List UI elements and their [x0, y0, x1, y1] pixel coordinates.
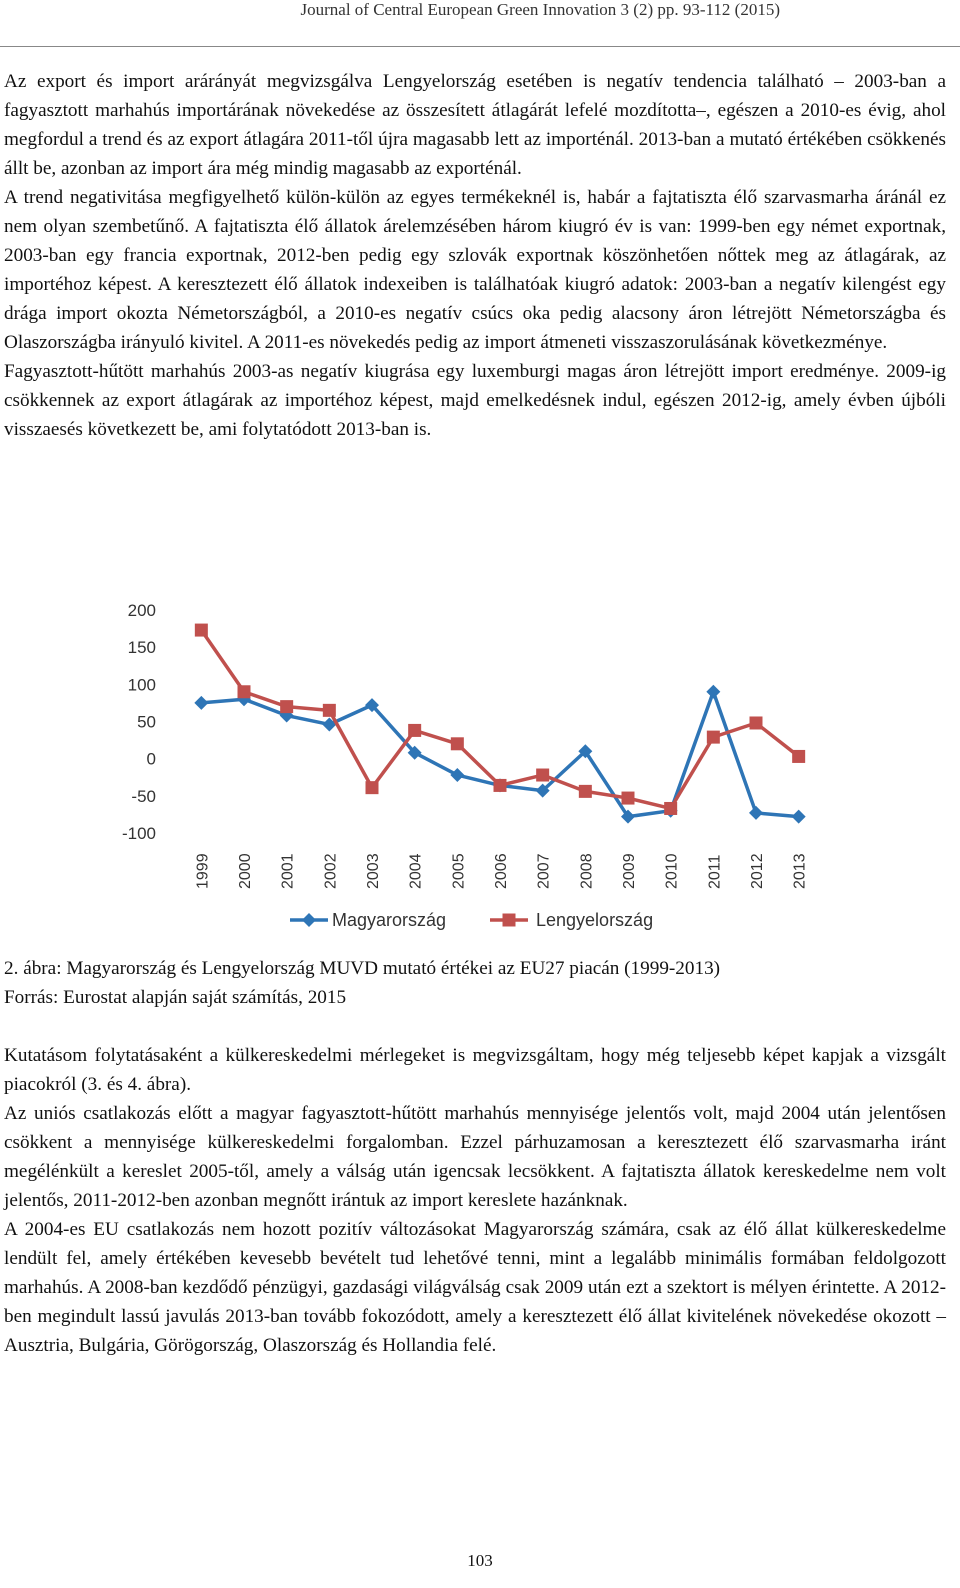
x-tick-label: 2009 — [621, 853, 638, 889]
x-tick-label: 2001 — [279, 853, 297, 889]
line-chart — [100, 590, 860, 950]
data-point-square — [280, 700, 293, 713]
x-tick-label: 2007 — [535, 853, 553, 889]
x-tick-label: 2010 — [663, 853, 681, 889]
x-tick-label: 2013 — [791, 853, 809, 889]
data-point-square — [195, 624, 208, 637]
y-tick-label: 50 — [137, 712, 156, 732]
data-point-diamond — [706, 685, 720, 699]
running-header — [0, 0, 960, 24]
y-tick-label: 0 — [146, 749, 156, 769]
data-point-square — [451, 737, 464, 750]
x-tick-label: 2000 — [237, 853, 254, 889]
data-point-square — [750, 716, 763, 729]
y-tick-label: 100 — [127, 675, 156, 695]
paragraph: A 2004-es EU csatlakozás nem hozott pozitív változásokat Magyarország számára, csak az élő állat külkereskedelme lendült fel, amely értékében kevesebb bevételt tud lehetővé tenni, mint a legalább minimális formában feldolgozott marhahús. A 2008-ban kezdődő pénzügyi, gazdasági világválság csak 2009 után ezt a szektort is mélyen érintette. A 2012-ben megindult lassú javulás 2013-ban tovább fokozódott, amely a keresztezett élő állat kivitelének növekedése okozott – Ausztria, Bulgária, Görögország, Olaszország és Hollandia felé. — [4, 1219, 946, 1356]
data-point-diamond — [194, 696, 208, 710]
data-point-diamond — [749, 806, 763, 820]
caption-title: 2. ábra: Magyarország és Lengyelország MUVD mutató értékei az EU27 piacán (1999-2013) — [4, 958, 721, 979]
paragraph: A trend negativitása megfigyelhető külön-külön az egyes termékeknél is, habár a fajtatiszta élő szarvasmarha áránál ez nem olyan szembetűnő. A fajtatiszta élő állatok árelemzésében három kiugró év is van: 1999-ben egy német exportnak, 2003-ban egy francia exportnak, 2012-ben pedig egy szlovák exportnak köszönhetően nőttek meg az átlagárak, az importéhoz képest. A keresztezett élő állatok indexeiben is találhatóak kiugró adatok: 2003-ban a negatív kilengést egy drága import okozta Németországból, a 2010-es negatív csúcs oka pedig alacsony áron létrejött Németországba és Olaszországba irányuló kivitel. A 2011-es növekedés pedig az import átmeneti visszaszorulásának következménye. — [4, 187, 946, 353]
page-number: 103 — [467, 1551, 493, 1570]
figure-2-chart — [100, 590, 860, 950]
paragraph: Az export és import arárányát megvizsgálva Lengyelország esetében is negatív tendencia található – 2003-ban a fagyasztott marhahús importárának növekedése az összesített átlagárát lefelé mozdította–, egészen a 2010-es évig, ahol megfordul a trend és az export átlagára 2011-től újra magasabb lett az importénál. 2013-ban a mutató értékében csökkenés állt be, azonban az import ára még mindig magasabb az exporténál. — [4, 71, 946, 179]
x-tick-label: 2004 — [407, 853, 425, 889]
x-tick-label: 2012 — [749, 853, 766, 889]
data-point-square — [408, 724, 421, 737]
paragraph: Fagyasztott-hűtött marhahús 2003-as negatív kiugrása egy luxemburgi magas áron létrejött import eredménye. 2009-ig csökkennek az export átlagárak az importéhoz képest, majd emelkedésnek indul, egészen 2012-ig, amely évben újbóli visszaesés következett be, ami folytatódott 2013-ban is. — [4, 361, 946, 440]
data-point-square — [707, 731, 720, 744]
legend-marker-diamond — [302, 913, 316, 927]
body-text-top — [4, 67, 946, 444]
data-point-square — [238, 685, 251, 698]
y-tick-label: 150 — [127, 638, 156, 658]
data-point-square — [494, 779, 507, 792]
x-tick-label: 2011 — [706, 854, 724, 889]
paragraph: Kutatásom folytatásaként a külkereskedelmi mérlegeket is megvizsgáltam, hogy még teljesebb képet kapjak a vizsgált piacokról (3. és 4. ábra). — [4, 1045, 946, 1095]
data-point-square — [622, 792, 635, 805]
x-tick-label: 2005 — [450, 853, 468, 889]
x-tick-label: 1999 — [194, 853, 212, 889]
data-point-square — [536, 769, 549, 782]
data-point-square — [792, 750, 805, 763]
y-tick-label: -100 — [121, 824, 156, 843]
figure-caption — [4, 954, 946, 1012]
header-divider — [0, 46, 960, 47]
x-tick-label: 2008 — [578, 853, 596, 889]
y-tick-label: -50 — [131, 786, 156, 806]
data-point-square — [366, 781, 379, 794]
x-tick-label: 2006 — [493, 853, 510, 889]
data-point-diamond — [450, 768, 464, 782]
data-point-diamond — [792, 810, 806, 824]
caption-source: Forrás: Eurostat alapján saját számítás, 2015 — [4, 987, 347, 1008]
data-point-square — [323, 704, 336, 717]
body-text-bottom — [4, 1041, 946, 1360]
legend-label: Lengyelország — [536, 910, 654, 930]
paragraph: Az uniós csatlakozás előtt a magyar fagyasztott-hűtött marhahús mennyisége jelentős volt, majd 2004 után jelentősen csökkent a mennyisége külkereskedelmi forgalomban. Ezzel párhuzamosan a keresztezett élő szarvasmarha iránt megélénkült a kereslet 2005-től, amely a válság után igencsak lecsökkent. A fajtatiszta állatok kereskedelme nem volt jelentős, 2011-2012-ben azonban megnőtt irántuk az import kereslete hazánknak. — [4, 1103, 946, 1211]
legend-marker-square — [503, 914, 516, 927]
y-tick-label: 200 — [127, 601, 156, 620]
journal-title: Journal of Central European Green Innovation 3 (2) pp. 93-112 (2015) — [300, 0, 780, 19]
data-point-square — [664, 802, 677, 815]
x-tick-label: 2003 — [365, 853, 382, 889]
x-tick-label: 2002 — [322, 853, 340, 889]
legend-label: Magyarország — [332, 910, 447, 930]
data-point-square — [579, 785, 592, 798]
